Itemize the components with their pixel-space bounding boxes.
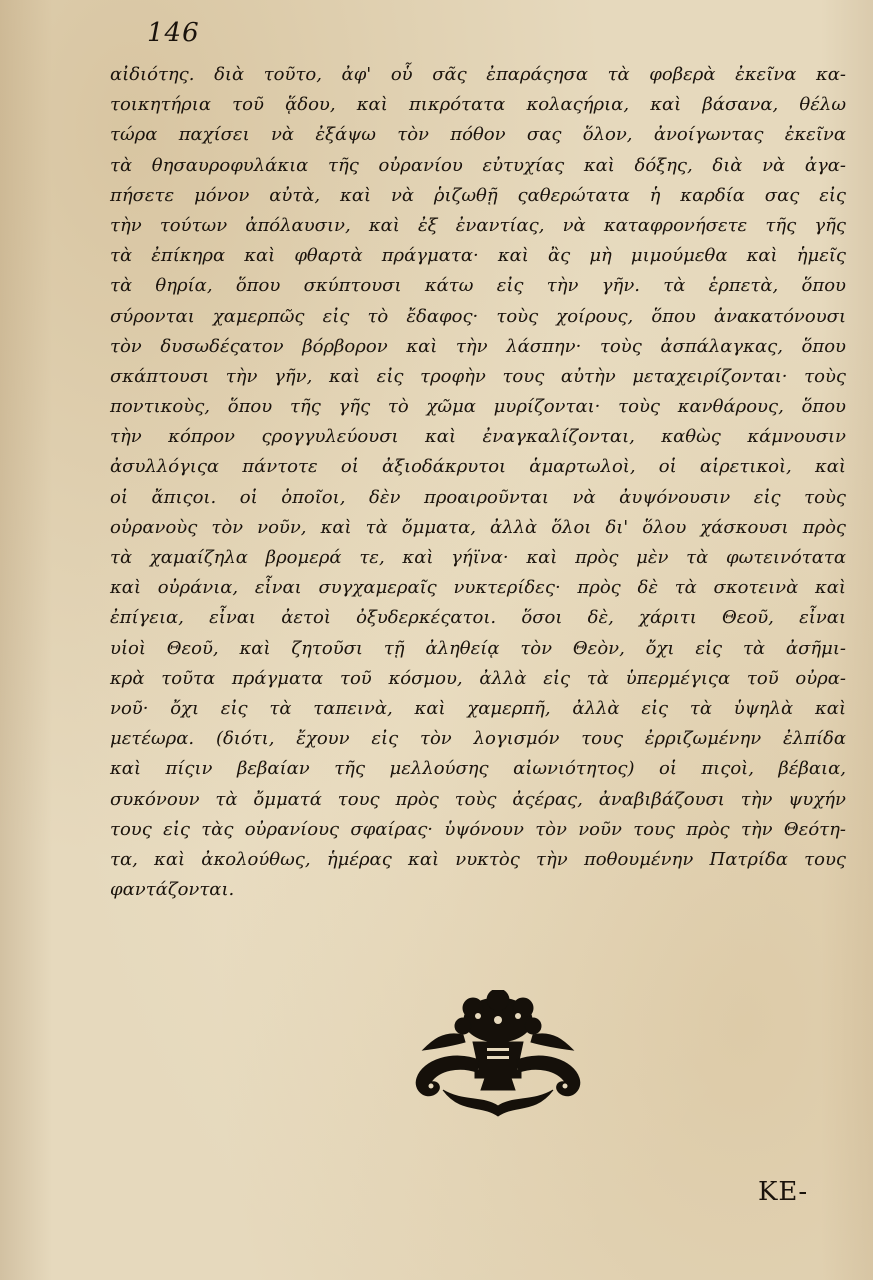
text-line: καὶ πίςιν βεβαίαν τῆς μελλούσης αἰωνιότητος) οἱ πιςοὶ, βέβαια, [110,758,846,780]
text-line: πήσετε μόνον αὐτὰ, καὶ νὰ ῥιζωθῇ ςαθερώτατα ἡ καρδία σας εἰς [110,184,846,206]
text-line: οὐρανοὺς τὸν νοῦν, καὶ τὰ ὄμματα, ἀλλὰ ὅλοι δι' ὅλου χάσκουσι πρὸς [110,516,846,538]
text-line: τα, καὶ ἀκολούθως, ἡμέρας καὶ νυκτὸς τὴν ποθουμένην Πατρίδα τους [110,848,846,870]
text-line: νοῦ· ὄχι εἰς τὰ ταπεινὰ, καὶ χαμερπῆ, ἀλλὰ εἰς τὰ ὑψηλὰ καὶ [110,697,846,719]
text-line: τους εἰς τὰς οὐρανίους σφαίρας· ὑψόνουν τὸν νοῦν τους πρὸς τὴν Θεότη- [110,818,846,840]
text-line: σύρονται χαμερπῶς εἰς τὸ ἔδαφος· τοὺς χοίρους, ὅπου ἀνακατόνουσι [110,305,846,327]
body-text [110,60,846,905]
text-line: τὰ θηρία, ὅπου σκύπτουσι κάτω εἰς τὴν γῆν. τὰ ἑρπετὰ, ὅπου [110,275,846,297]
text-line: οἱ ἄπιςοι. οἱ ὁποῖοι, δὲν προαιροῦνται νὰ ἀυψόνουσιν εἰς τοὺς [110,486,846,508]
text-line: φαντάζονται. [110,879,235,901]
floral-basket-ornament-icon [403,990,593,1120]
text-line: ποντικοὺς, ὅπου τῆς γῆς τὸ χῶμα μυρίζονται· τοὺς κανθάρους, ὅπου [110,396,846,418]
text-line: μετέωρα. (διότι, ἔχουν εἰς τὸν λογισμόν τους ἐρριζωμένην ἐλπίδα [110,728,846,750]
text-line: σκάπτουσι τὴν γῆν, καὶ εἰς τροφὴν τους αὐτὴν μεταχειρίζονται· τοὺς [110,365,846,387]
text-line: τὸν δυσωδέςατον βόρβορον καὶ τὴν λάσπην· τοὺς ἀσπάλαγκας, ὅπου [110,335,846,357]
text-line: τὰ χαμαίζηλα βρομερά τε, καὶ γήϊνα· καὶ πρὸς μὲν τὰ φωτεινότατα [110,547,846,568]
text-line: τώρα παχίσει νὰ ἐξάψω τὸν πόθον σας ὅλον, ἀνοίγωντας ἐκεῖνα [110,124,846,146]
text-line: τὴν κόπρον ςρογγυλεύουσι καὶ ἐναγκαλίζονται, καθὼς κάμνουσιν [110,426,846,448]
text-line: καὶ οὐράνια, εἶναι συγχαμεραῖς νυκτερίδες· πρὸς δὲ τὰ σκοτεινὰ καὶ [110,577,846,599]
text-line: τὰ θησαυροφυλάκια τῆς οὐρανίου εὐτυχίας καὶ δόξης, διὰ νὰ ἀγα- [110,154,846,176]
text-line: ἐπίγεια, εἶναι ἀετοὶ ὀξυδερκέςατοι. ὅσοι δὲ, χάριτι Θεοῦ, εἶναι [110,607,846,629]
page-number: 146 [147,18,200,48]
text-line: ἀσυλλόγιςα πάντοτε οἱ ἀξιοδάκρυτοι ἁμαρτωλοὶ, οἱ αἱρετικοὶ, καὶ [110,456,846,478]
text-line: αἰδιότης. διὰ τοῦτο, ἀφ' οὗ σᾶς ἐπαράςησα τὰ φοβερὰ ἐκεῖνα κα- [110,64,846,85]
text-line: υἱοὶ Θεοῦ, καὶ ζητοῦσι τῇ ἀληθείᾳ τὸν Θεὸν, ὄχι εἰς τὰ ἀσῆμι- [110,637,846,659]
catchword: ΚΕ- [758,1177,809,1207]
text-line: κρὰ τοῦτα πράγματα τοῦ κόσμου, ἀλλὰ εἰς τὰ ὑπερμέγιςα τοῦ οὐρα- [110,667,846,689]
text-line: τὰ ἐπίκηρα καὶ φθαρτὰ πράγματα· καὶ ἂς μὴ μιμούμεθα καὶ ἡμεῖς [110,245,846,267]
text-line: τοικητήρια τοῦ ᾅδου, καὶ πικρότατα κολαςήρια, καὶ βάσανα, θέλω [110,94,846,116]
text-line: συκόνουν τὰ ὄμματά τους πρὸς τοὺς ἀςέρας, ἀναβιβάζουσι τὴν ψυχήν [110,788,846,810]
text-line: τὴν τούτων ἀπόλαυσιν, καὶ ἐξ ἐναντίας, νὰ καταφρονήσετε τῆς γῆς [110,214,846,236]
